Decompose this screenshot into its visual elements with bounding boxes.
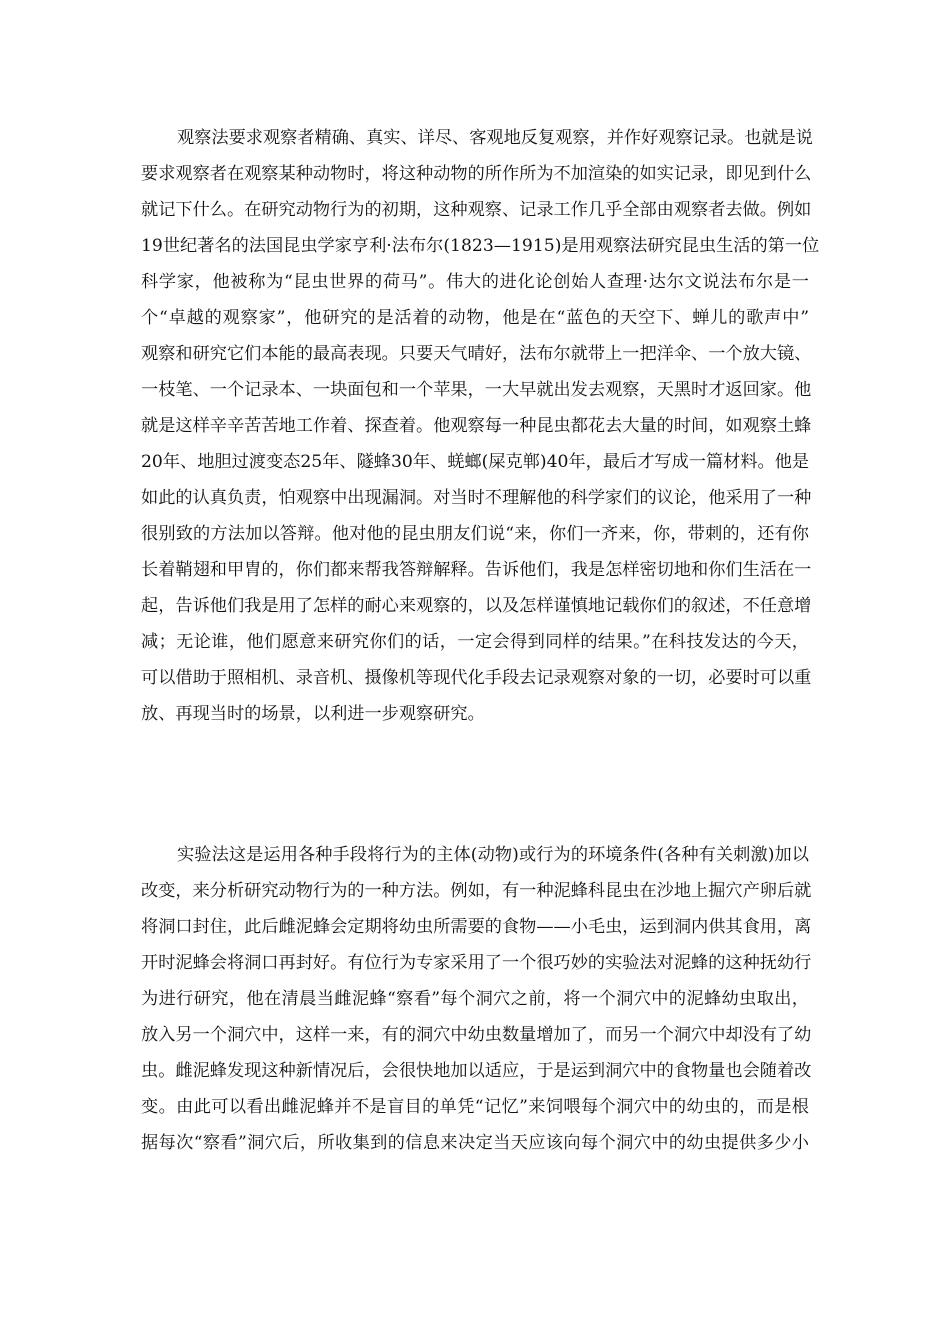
text-line: 观察和研究它们本能的最高表现。只要天气晴好，法布尔就带上一把洋伞、一个放大镜、 [141, 344, 812, 364]
text-line: 放入另一个洞穴中，这样一来，有的洞穴中幼虫数量增加了，而另一个洞穴中却没有了幼 [141, 1025, 812, 1045]
paragraph-observation-method [141, 120, 820, 732]
text-line: 虫。雌泥蜂发现这种新情况后，会很快地加以适应，于是运到洞穴中的食物量也会随着改 [141, 1061, 812, 1081]
text-line: 起，告诉他们我是用了怎样的耐心来观察的，以及怎样谨慎地记载你们的叙述，不任意增 [141, 596, 812, 616]
paragraph-experimental-method [141, 837, 812, 1161]
text-line: 一枝笔、一个记录本、一块面包和一个苹果，一大早就出发去观察，天黑时才返回家。他 [141, 380, 812, 400]
text-line: 长着鞘翅和甲胄的，你们都来帮我答辩解释。告诉他们，我是怎样密切地和你们生活在一 [141, 560, 812, 580]
text-line: 很别致的方法加以答辩。他对他的昆虫朋友们说“来，你们一齐来，你，带刺的，还有你 [141, 524, 809, 544]
text-line: 20年、地胆过渡变态25年、隧蜂30年、蜣螂(屎克郸)40年，最后才写成一篇材料。他是 [141, 452, 810, 472]
text-line: 实验法这是运用各种手段将行为的主体(动物)或行为的环境条件(各种有关刺激)加以 [177, 845, 809, 865]
text-line: 减；无论谁，他们愿意来研究你们的话，一定会得到同样的结果。”在科技发达的今天， [141, 632, 809, 652]
text-line: 据每次“察看”洞穴后，所收集到的信息来决定当天应该向每个洞穴中的幼虫提供多少小 [141, 1133, 809, 1153]
text-line: 将洞口封住，此后雌泥蜂会定期将幼虫所需要的食物——小毛虫，运到洞内供其食用，离 [141, 917, 812, 937]
text-line: 变。由此可以看出雌泥蜂并不是盲目的单凭“记忆”来饲喂每个洞穴中的幼虫的，而是根 [141, 1097, 809, 1117]
text-line: 放、再现当时的场景，以利进一步观察研究。 [141, 704, 485, 724]
text-line: 如此的认真负责，怕观察中出现漏洞。对当时不理解他的科学家们的议论，他采用了一种 [141, 488, 812, 508]
text-line: 就记下什么。在研究动物行为的初期，这种观察、记录工作几乎全部由观察者去做。例如 [141, 200, 812, 220]
text-line: 观察法要求观察者精确、真实、详尽、客观地反复观察，并作好观察记录。也就是说 [177, 128, 813, 148]
text-line: 要求观察者在观察某种动物时，将这种动物的所作所为不加渲染的如实记录，即见到什么 [141, 164, 812, 184]
text-line: 就是这样辛辛苦苦地工作着、探查着。他观察每一种昆虫都花去大量的时间，如观察土蜂 [141, 416, 812, 436]
text-line: 为进行研究，他在清晨当雌泥蜂“察看”每个洞穴之前，将一个洞穴中的泥蜂幼虫取出， [141, 989, 809, 1009]
text-line: 开时泥蜂会将洞口再封好。有位行为专家采用了一个很巧妙的实验法对泥蜂的这种抚幼行 [141, 953, 812, 973]
text-line: 科学家，他被称为“昆虫世界的荷马”。伟大的进化论创始人查理·达尔文说法布尔是一 [141, 272, 809, 292]
text-line: 19世纪著名的法国昆虫学家亨利·法布尔(1823—1915)是用观察法研究昆虫生活的第一位 [141, 236, 820, 256]
text-line: 可以借助于照相机、录音机、摄像机等现代化手段去记录观察对象的一切，必要时可以重 [141, 668, 812, 688]
text-line: 改变，来分析研究动物行为的一种方法。例如，有一种泥蜂科昆虫在沙地上掘穴产卵后就 [141, 881, 812, 901]
text-line: 个“卓越的观察家”，他研究的是活着的动物，他是在“蓝色的天空下、蝉儿的歌声中” [141, 308, 809, 328]
